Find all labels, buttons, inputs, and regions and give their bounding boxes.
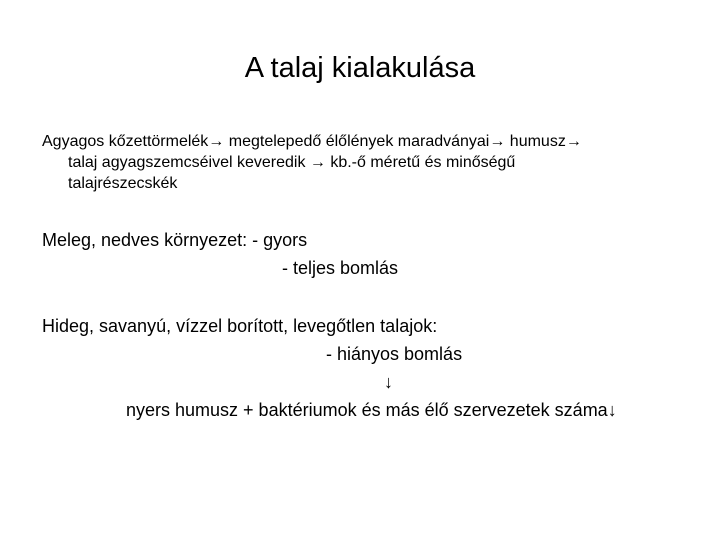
cold-acidic-result: nyers humusz + baktériumok és más élő szervezetek száma↓ <box>126 400 617 420</box>
warm-wet-line-2: - teljes bomlás <box>282 258 399 278</box>
formation-paragraph <box>42 131 692 194</box>
down-arrow-icon: ↓ <box>384 372 393 392</box>
warm-wet-line-1: Meleg, nedves környezet: - gyors <box>42 230 308 250</box>
cold-acidic-line-1: Hideg, savanyú, vízzel borított, levegőtlen talajok: <box>42 316 438 336</box>
page-title: A talaj kialakulása <box>244 52 476 84</box>
formation-line-3: talajrészecskék <box>68 175 178 192</box>
cold-acidic-line-2: - hiányos bomlás <box>326 344 463 364</box>
formation-line-1: Agyagos kőzettörmelék→ megtelepedő élőlények maradványai→ humusz→ <box>42 133 582 150</box>
formation-line-2: talaj agyagszemcséivel keveredik → kb.-ő méretű és minőségű <box>68 154 516 171</box>
